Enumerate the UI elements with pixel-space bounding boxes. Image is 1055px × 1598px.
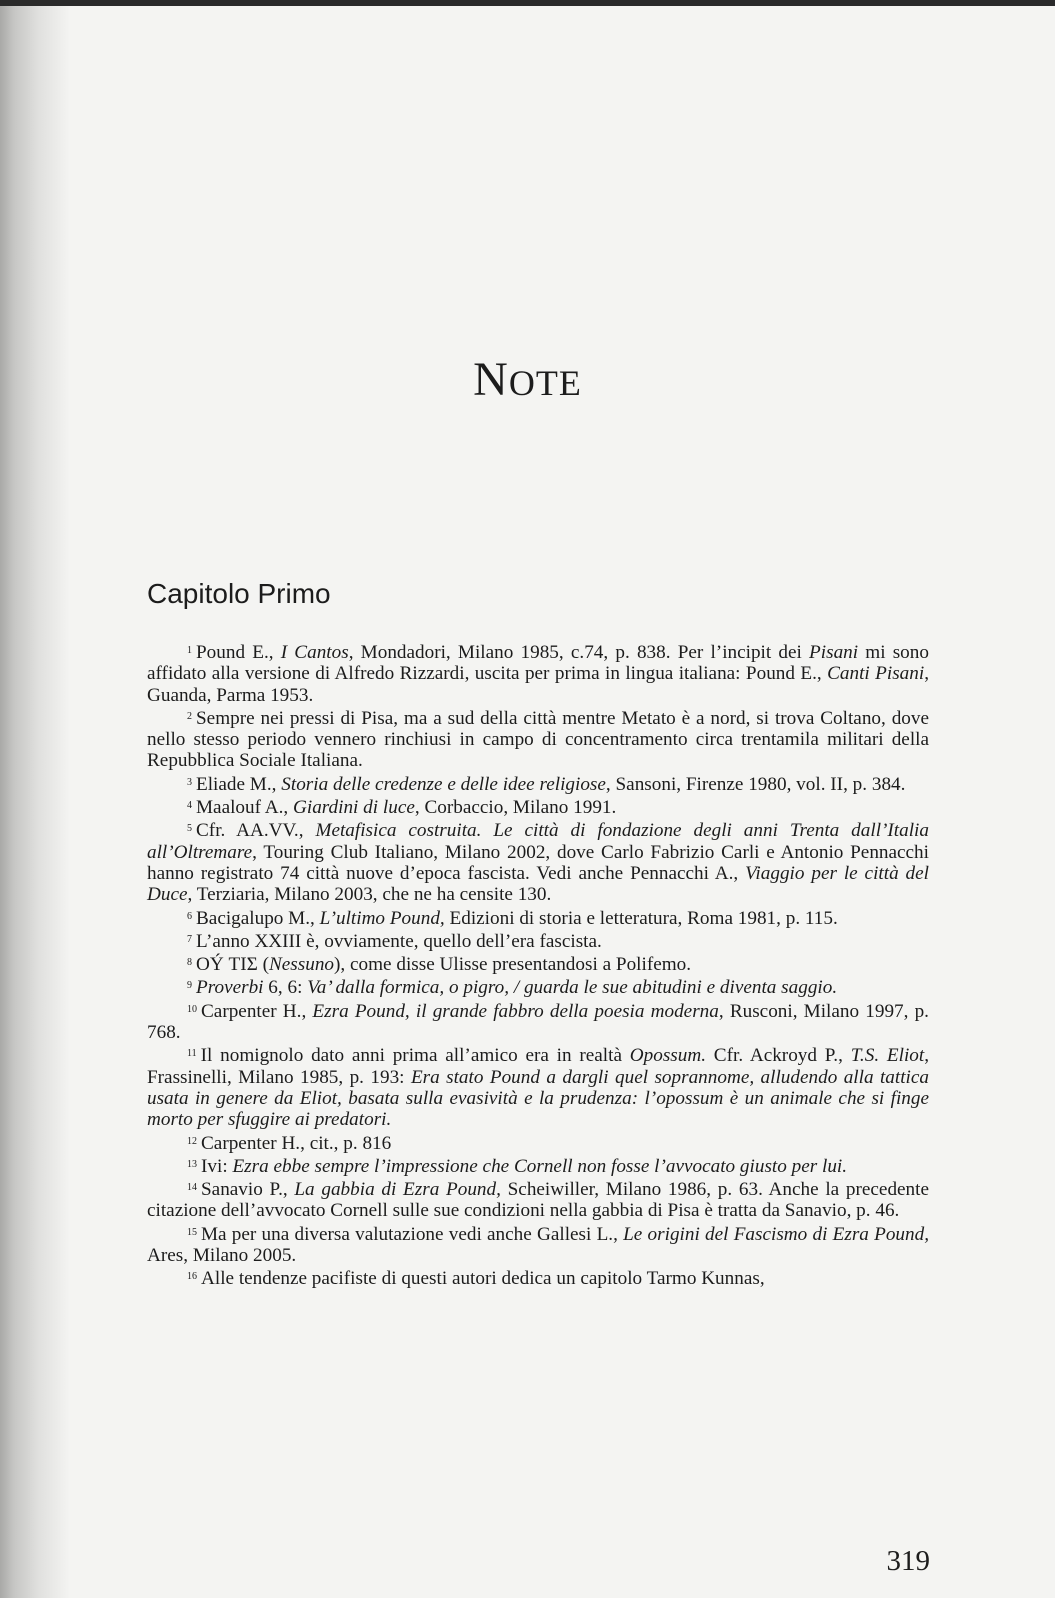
footnote-text: 6, 6: — [263, 977, 308, 999]
footnote-text: Cfr. AA.VV., — [196, 820, 316, 842]
footnote-italic-text: La gabbia di Ezra Pound, — [294, 1179, 501, 1201]
footnote-text: , Sansoni, Firenze 1980, vol. II, p. 384. — [605, 773, 906, 795]
footnote-italic-text: Canti Pisani — [827, 663, 925, 685]
footnote — [147, 906, 929, 929]
footnote — [147, 1043, 929, 1130]
footnote-italic-text: Giardini di luce — [293, 797, 415, 819]
footnote-text: , Terziaria, Milano 2003, che ne ha censite 130. — [187, 884, 552, 906]
footnote-number: 11 — [187, 1048, 197, 1060]
footnote-italic-text: Nessuno — [268, 954, 335, 976]
footnote-text: Ares, Milano 2005. — [147, 1245, 297, 1267]
footnote-number: 8 — [187, 957, 192, 969]
footnote-text: Cfr. Ackroyd P., — [706, 1045, 851, 1067]
footnote — [147, 929, 929, 952]
page-title — [0, 352, 1055, 407]
footnote-text: Scheiwiller, Milano 1986, p. 63. Anche la precedente citazione dell’avvocato Cornell sulle sue condizioni nella gabbia di Pisa è tratta da Sanavio, p. 46. — [147, 1179, 929, 1222]
footnote-text: Il nomignolo dato anni prima all’amico era in realtà — [200, 1045, 630, 1067]
footnote — [147, 1222, 929, 1267]
footnote-text: OÝ ΤΙΣ ( — [196, 954, 269, 976]
footnote-italic-text: Proverbi — [196, 977, 264, 999]
footnote-italic-text: Viaggio per le città del Duce — [147, 862, 929, 906]
footnote — [147, 706, 929, 772]
footnote — [147, 795, 929, 818]
footnote — [147, 772, 929, 795]
footnote-text: Pound E., — [196, 642, 281, 663]
footnote-text: Eliade M., — [196, 773, 282, 795]
footnote-number: 7 — [187, 933, 192, 945]
footnote-italic-text: T.S. Eliot — [850, 1045, 925, 1067]
footnote-text: , Frassinelli, Milano 1985, p. 193: — [147, 1045, 930, 1088]
footnote-number: 9 — [187, 980, 192, 992]
footnote-text: Ivi: — [201, 1155, 233, 1177]
footnote-italic-text: Era stato Pound a dargli quel soprannome, alludendo alla tattica usata in genere da Eliot, basata sulla evasività e la prudenza: l’opossum è un animale che si finge morto per sfuggire ai predatori. — [147, 1066, 929, 1131]
page-gutter-shadow — [0, 6, 70, 1598]
footnote-text: , Corbaccio, Milano 1991. — [414, 797, 617, 819]
footnote-italic-text: Ezra ebbe sempre l’impressione che Cornell non fosse l’avvocato giusto per lui. — [232, 1155, 848, 1177]
footnote — [147, 640, 929, 706]
footnote-text: Bacigalupo M., — [196, 907, 320, 929]
footnote-italic-text: Ezra Pound, il grande fabbro della poesia moderna — [312, 1000, 719, 1022]
title-rest: OTE — [508, 363, 582, 403]
footnote-italic-text: Opossum. — [629, 1045, 707, 1067]
footnote-text: Maalouf A., — [196, 797, 293, 819]
footnote-number: 3 — [187, 776, 192, 788]
footnote-italic-text: Storia delle credenze e delle idee religiose — [281, 773, 606, 795]
footnote-text: Alle tendenze pacifiste di questi autori dedica un capitolo Tarmo Kunnas, — [201, 1268, 765, 1290]
footnote-number: 1 — [187, 645, 192, 656]
footnote-number: 14 — [187, 1182, 197, 1194]
notes-list — [147, 640, 929, 1290]
footnote-number: 6 — [187, 910, 192, 922]
footnote-text: L’anno XXIII è, ovviamente, quello dell’era fascista. — [196, 930, 602, 952]
footnote-text: Sanavio P., — [201, 1179, 295, 1201]
footnote-text: mi sono affidato alla versione di Alfredo Rizzardi, uscita per prima in lingua italiana: Pound E., — [147, 642, 929, 685]
footnote-number: 16 — [187, 1271, 197, 1283]
top-edge-rule — [0, 0, 1055, 6]
footnote-italic-text: Va’ dalla formica, o pigro, / guarda le sue abitudini e diventa saggio. — [307, 977, 838, 999]
footnote — [147, 818, 929, 905]
footnote-italic-text: L’ultimo Pound, — [319, 907, 445, 929]
footnote-number: 2 — [187, 710, 192, 722]
footnote — [147, 999, 929, 1044]
footnote — [147, 1266, 929, 1289]
footnote-text: Sempre nei pressi di Pisa, ma a sud della città mentre Metato è a nord, si trova Coltano, dove nello stesso periodo vennero rinchiusi in campo di concentramento circa trentamila militari della Repubblica Sociale Italiana. — [147, 707, 929, 772]
footnote-text: Carpenter H., cit., p. 816 — [201, 1132, 392, 1154]
footnote — [147, 1177, 929, 1222]
footnote-number: 5 — [187, 823, 192, 835]
footnote — [147, 952, 929, 975]
footnote-text: , Mondadori, Milano 1985, c.74, p. 838. Per l’incipit dei — [348, 642, 810, 663]
footnote-italic-text: Pisani — [809, 642, 859, 663]
footnote-number: 4 — [187, 800, 192, 812]
footnote-text: Edizioni di storia e letteratura, Roma 1981, p. 115. — [444, 907, 838, 929]
footnote-text: , Rusconi, Milano 1997, p. 768. — [147, 1000, 929, 1044]
footnote — [147, 1131, 929, 1154]
footnote-number: 10 — [187, 1003, 197, 1015]
footnote-italic-text: I Cantos — [280, 642, 349, 663]
footnote-text: ), come disse Ulisse presentandosi a Polifemo. — [334, 954, 692, 976]
footnote-number: 13 — [187, 1158, 197, 1170]
footnote-italic-text: Le origini del Fascismo di Ezra Pound, — [623, 1223, 930, 1245]
footnote-text: , Guanda, Parma 1953. — [147, 663, 929, 706]
footnote-text: , Touring Club Italiano, Milano 2002, dove Carlo Fabrizio Carli e Antonio Pennacchi hanno registrato 74 città nuove d’epoca fascista. Vedi anche Pennacchi A., — [147, 841, 929, 884]
footnote-number: 15 — [187, 1226, 197, 1238]
footnote-italic-text: Metafisica costruita. Le città di fondazione degli anni Trenta dall’Italia all’Oltremare — [147, 820, 929, 863]
footnote-text: Ma per una diversa valutazione vedi anche Gallesi L., — [201, 1223, 624, 1245]
title-initial: N — [473, 353, 509, 406]
page-number: 319 — [886, 1545, 930, 1577]
chapter-heading: Capitolo Primo — [147, 578, 331, 609]
footnote — [147, 1154, 929, 1177]
footnote-text: Carpenter H., — [201, 1000, 313, 1022]
footnote — [147, 975, 929, 998]
footnote-number: 12 — [187, 1135, 197, 1147]
